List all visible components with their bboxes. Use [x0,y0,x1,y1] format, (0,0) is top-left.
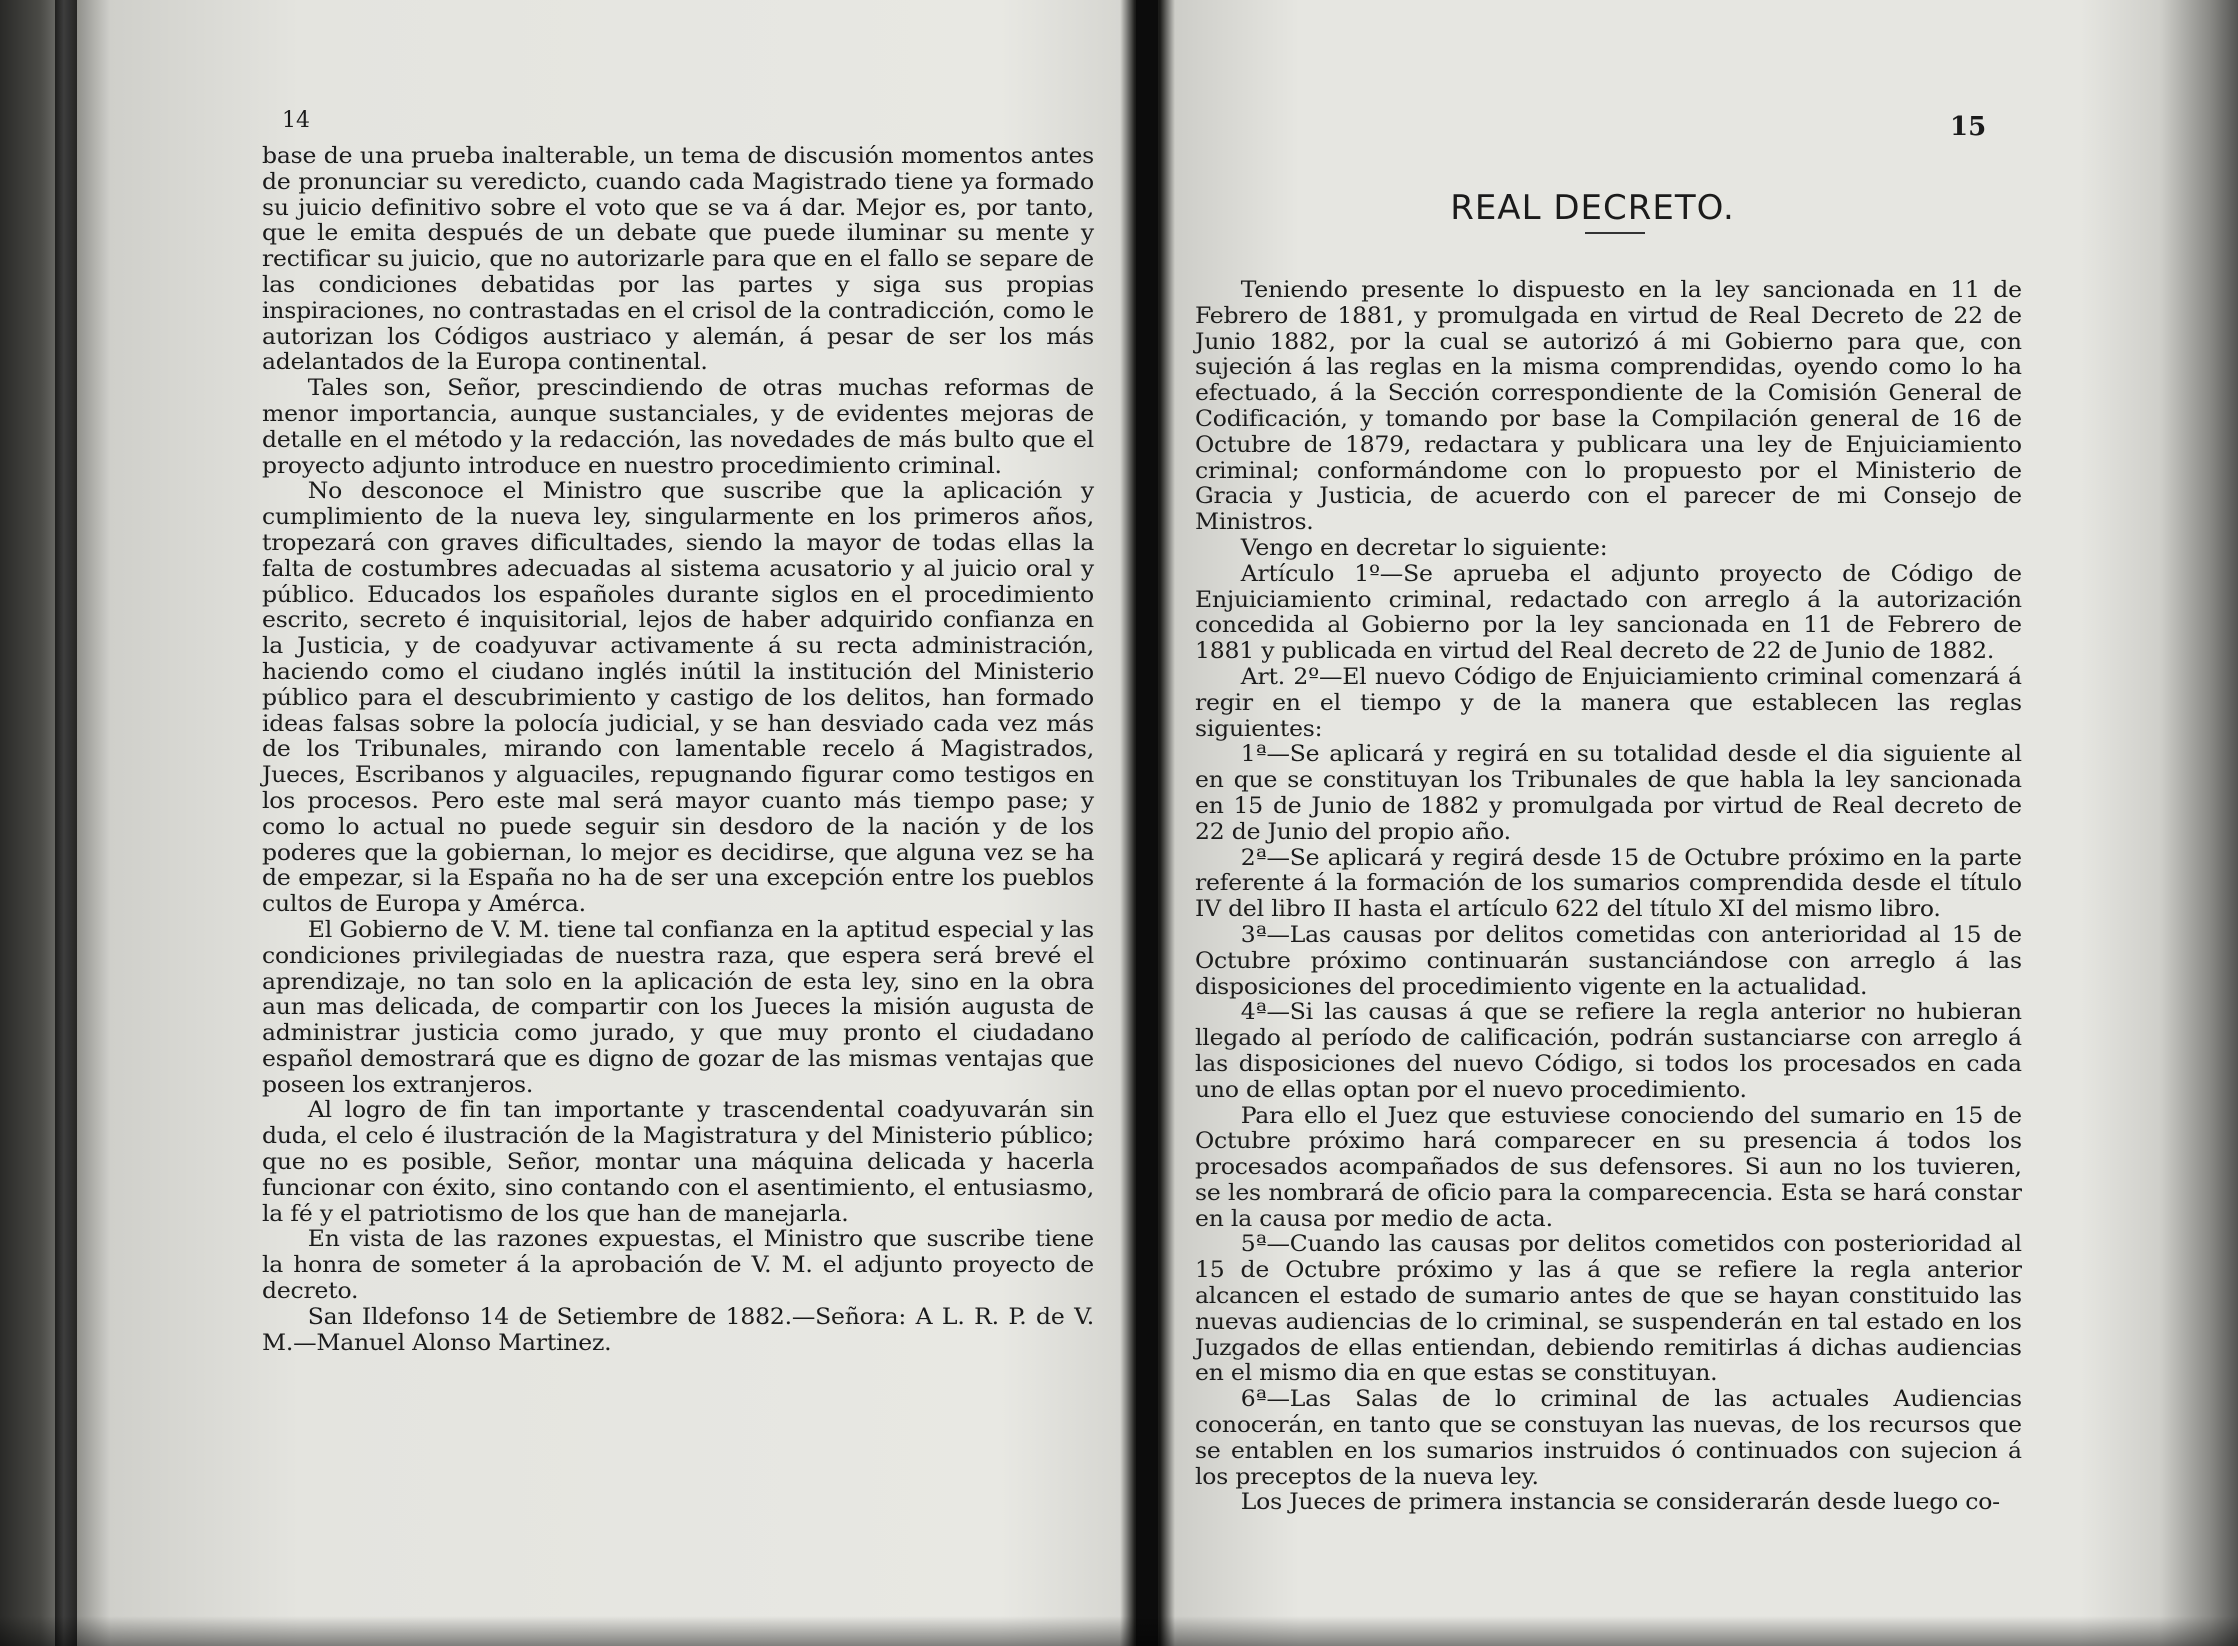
paragraph: Los Jueces de primera instancia se considerarán desde luego co- [1240,1489,2000,1516]
rule: 1ª—Se aplicará y regirá en su totalidad desde el dia siguiente al en que se constituyan los Tribunales de que habla la ley sancionada en 15 de Junio de 1882 y promulgada por virtud de Real decreto de 22 de Junio del propio año. [1195,741,2022,845]
page-number-left: 14 [282,108,310,133]
rule: 4ª—Si las causas á que se refiere la regla anterior no hubieran llegado al período de calificación, podrán sustanciarse con arreglo á las disposiciones del nuevo Código, si todos los procesados en cada uno de ellas optan por el nuevo procedimiento. [1195,999,2022,1103]
paragraph: Vengo en decretar lo siguiente: [1240,534,1608,561]
page-edge-shadow [55,0,77,1646]
right-page-text [1195,278,2022,1516]
title-rule [1585,232,1645,234]
rule: 2ª—Se aplicará y regirá desde 15 de Octubre próximo en la parte referente á la formación de los sumarios comprendida desde el título IV del libro II hasta el artículo 622 del título XI del mismo libro. [1195,844,2022,923]
paragraph: Al logro de fin tan importante y trascendental coadyuvarán sin duda, el celo é ilustración de la Magistratura y del Ministerio público; que no es posible, Señor, montar una máquina delicada y hacerla funcionar con éxito, sino contando con el asentimiento, el entusiasmo, la fé y el patriotismo de los que han de manejarla. [262,1097,1094,1227]
paragraph: Teniendo presente lo dispuesto en la ley sancionada en 11 de Febrero de 1881, y promulgada en virtud de Real Decreto de 22 de Junio 1882, por la cual se autorizó á mi Gobierno para que, con sujeción á las reglas en la misma comprendidas, oyendo como lo ha efectuado, á la Sección correspondiente de la Comisión General de Codificación, y tomando por base la Compilación general de 16 de Octubre de 1879, redactara y publicara una ley de Enjuiciamiento criminal; conformándome con lo propuesto por el Ministerio de Gracia y Justicia, de acuerdo con el parecer de mi Consejo de Ministros. [1195,277,2022,536]
article: Artículo 1º—Se aprueba el adjunto proyecto de Código de Enjuiciamiento criminal, redactado con arreglo á la autorización concedida al Gobierno por la ley sancionada en 11 de Febrero de 1881 y publicada en virtud del Real decreto de 22 de Junio de 1882. [1195,560,2022,665]
page-number-right: 15 [1950,112,1987,142]
paragraph: Tales son, Señor, prescindiendo de otras muchas reformas de menor importancia, aunque sustanciales, y de evidentes mejoras de detalle en el método y la redacción, las novedades de más bulto que el proyecto adjunto introduce en nuestro procedimiento criminal. [262,375,1094,479]
decree-title: REAL DECRETO. [1450,188,1735,228]
paragraph: Para ello el Juez que estuviese conociendo del sumario en 15 de Octubre próximo hará comparecer en su presencia á todos los procesados acompañados de sus defensores. Si aun no los tuvieren, se les nombrará de oficio para la comparecencia. Esta se hará constar en la causa por medio de acta. [1195,1102,2022,1232]
rule: 5ª—Cuando las causas por delitos cometidos con posterioridad al 15 de Octubre próximo y las á que se refiere la regla anterior alcancen el estado de sumario antes de que se hayan constituido las nuevas audiencias de lo criminal, se suspenderán en tal estado en los Juzgados de ellas entiendan, debiendo remitirlas á dichas audiencias en el mismo dia en que estas se constituyan. [1195,1231,2022,1387]
left-page-text [262,144,1094,1356]
signature-line: San Ildefonso 14 de Setiembre de 1882.—Señora: A L. R. P. de V. M.—Manuel Alonso Martinez. [262,1303,1094,1356]
bottom-edge-shadow [0,1616,2238,1646]
paragraph: El Gobierno de V. M. tiene tal confianza en la aptitud especial y las condiciones privilegiadas de nuestra raza, que espera será brevé el aprendizaje, no tan solo en la aplicación de esta ley, sino en la obra aun mas delicada, de compartir con los Jueces la misión augusta de administrar justicia como jurado, y que muy pronto el ciudadano español demostrará que es digno de gozar de las mismas ventajas que poseen los extranjeros. [262,916,1094,1098]
paragraph: No desconoce el Ministro que suscribe que la aplicación y cumplimiento de la nueva ley, singularmente en los primeros años, tropezará con graves dificultades, siendo la mayor de todas ellas la falta de costumbres adecuadas al sistema acusatorio y al juicio oral y público. Educados los españoles durante siglos en el procedimiento escrito, secreto é inquisitorial, lejos de haber adquirido confianza en la Justicia, y de coadyuvar activamente á su recta administración, haciendo como el ciudano inglés inútil la institución del Ministerio público para el descubrimiento y castigo de los delitos, han formado ideas falsas sobre la polocía judicial, y se han desviado cada vez más de los Tribunales, mirando con lamentable recelo á Magistrados, Jueces, Escribanos y alguaciles, repugnando figurar como testigos en los procesos. Pero este mal será mayor cuanto más tiempo pase; y como lo actual no puede seguir sin desdoro de la nación y de los poderes que la gobiernan, lo mejor es decidirse, que alguna vez se ha de empezar, si la España no ha de ser una excepción entre los pueblos cultos de Europa y Amérca. [262,478,1094,918]
paragraph: En vista de las razones expuestas, el Ministro que suscribe tiene la honra de someter á la aprobación de V. M. el adjunto proyecto de decreto. [262,1226,1094,1305]
book-gutter [1136,0,1158,1646]
article: Art. 2º—El nuevo Código de Enjuiciamiento criminal comenzará á regir en el tiempo y de la manera que establecen las reglas siguientes: [1195,663,2022,742]
rule: 6ª—Las Salas de lo criminal de las actuales Audiencias conocerán, en tanto que se constuyan las nuevas, de los recursos que se entablen en los sumarios instruidos ó continuados con sujecion á los preceptos de la nueva ley. [1195,1386,2022,1490]
rule: 3ª—Las causas por delitos cometidas con anterioridad al 15 de Octubre próximo continuarán sustanciándose con arreglo á las disposiciones del procedimiento vigente en la actualidad. [1195,921,2022,1000]
paragraph: base de una prueba inalterable, un tema de discusión momentos antes de pronunciar su veredicto, cuando cada Magistrado tiene ya formado su juicio definitivo sobre el voto que se va á dar. Mejor es, por tanto, que le emita después de un debate que puede iluminar su mente y rectificar su juicio, que no autorizarle para que en el fallo se separe de las condiciones debatidas por las partes y siga sus propias inspiraciones, no contrastadas en el crisol de la contradicción, como le autorizan los Códigos austriaco y alemán, á pesar de ser los más adelantados de la Europa continental. [262,143,1094,376]
